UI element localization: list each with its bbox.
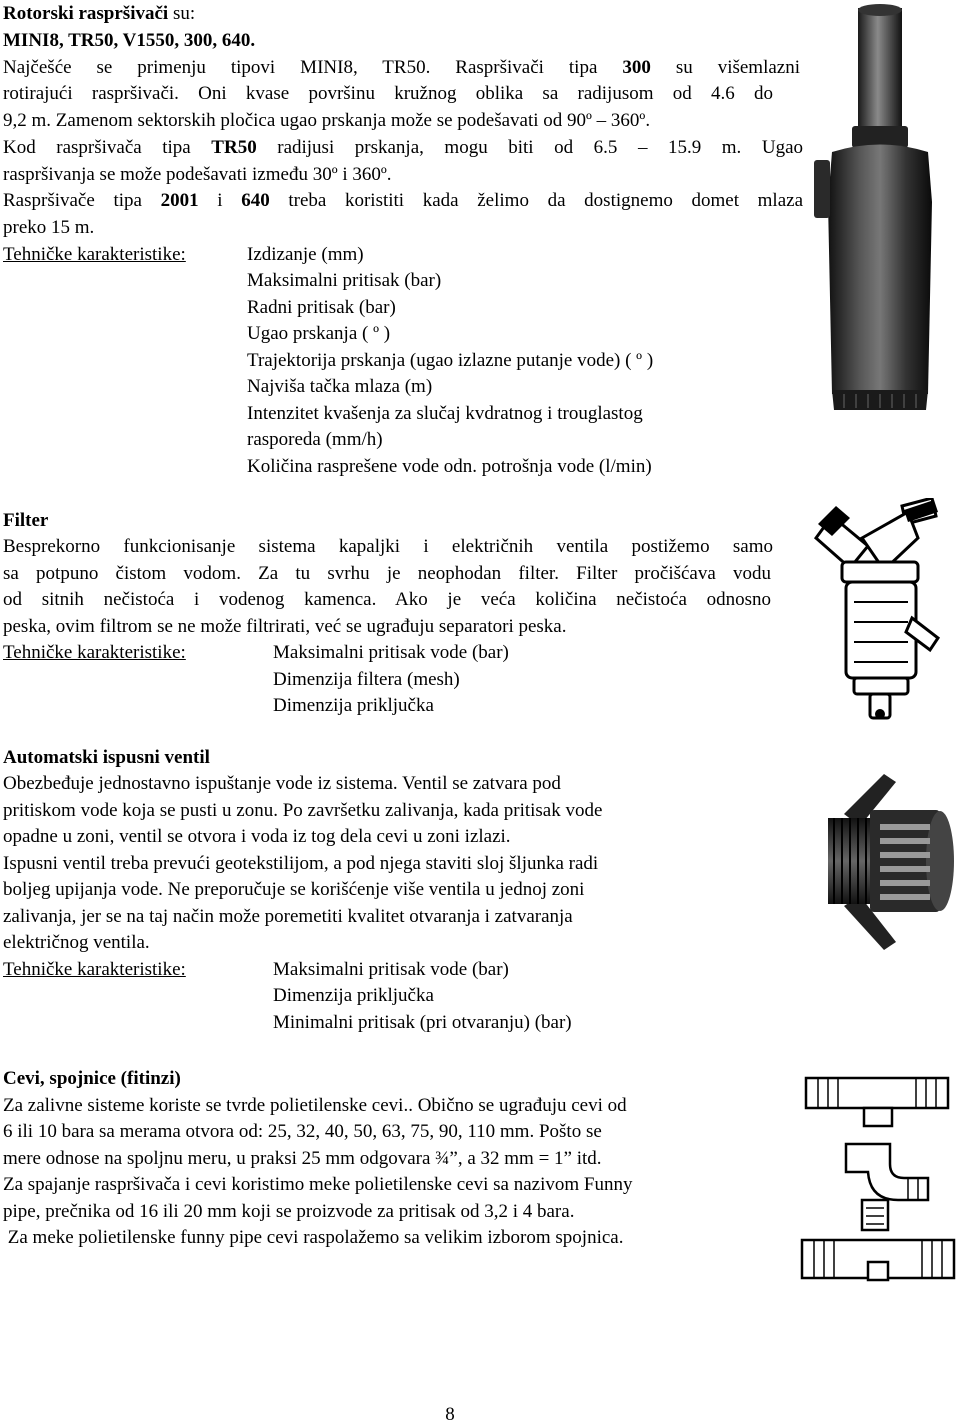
pipes-line-6: Za meke polietilenske funny pipe cevi raspolažemo sa velikim izborom spojnica. <box>3 1227 624 1248</box>
pipes-line-3: mere odnose na spoljnu meru, u praksi 25 mm odgovara ¾”, a 32 mm = 1” itd. <box>3 1148 602 1169</box>
text-span: i <box>198 190 242 211</box>
filter-spec-1: Maksimalni pritisak vode (bar) <box>273 642 509 663</box>
sprinkler-paragraph-line-2: rotirajući raspršivači. Oni kvase površinu kružnog oblika sa radijusom od 4.6 do <box>3 83 773 104</box>
text-span: Raspršivače tipa <box>3 190 161 211</box>
valve-spec-2: Dimenzija priključka <box>273 985 434 1006</box>
valve-title: Automatski ispusni ventil <box>3 747 210 768</box>
sprinkler-spec-6: Najviša tačka mlaza (m) <box>247 376 433 397</box>
text-span-bold: 300 <box>622 57 651 78</box>
sprinkler-spec-4: Ugao prskanja ( º ) <box>247 323 391 344</box>
sprinkler-spec-2: Maksimalni pritisak (bar) <box>247 270 442 291</box>
valve-line-2: pritiskom vode koja se pusti u zonu. Po završetku zalivanja, kada pritisak vode <box>3 800 603 821</box>
valve-line-1: Obezbeđuje jednostavno ispuštanje vode iz sistema. Ventil se zatvara pod <box>3 773 561 794</box>
pipe-fittings-image <box>798 1068 958 1294</box>
valve-line-7: električnog ventila. <box>3 932 150 953</box>
sprinkler-paragraph-line-1 <box>3 55 800 81</box>
pipes-line-2: 6 ili 10 bara sa merama otvora od: 25, 32, 40, 50, 63, 75, 90, 110 mm. Pošto se <box>3 1121 602 1142</box>
valve-tech-label: Tehničke karakteristike: <box>3 959 186 980</box>
sprinkler-spec-1: Izdizanje (mm) <box>247 244 364 265</box>
filter-line-1: Besprekorno funkcionisanje sistema kapaljki i električnih ventila postižemo samo <box>3 536 773 557</box>
valve-line-6: zalivanja, jer se na taj način može poremetiti kvalitet otvaranja i zatvaranja <box>3 906 573 927</box>
sprinkler-spec-5: Trajektorija prskanja (ugao izlazne putanje vode) ( º ) <box>247 350 654 371</box>
pipes-line-5: pipe, prečnika od 16 ili 20 mm koji se proizvode za pritisak od 3,2 i 4 bara. <box>3 1201 575 1222</box>
text-span-bold: TR50 <box>211 137 257 158</box>
sprinkler-heading <box>3 1 195 27</box>
text-span: Najčešće se primenju tipovi MINI8, TR50. Raspršivači tipa <box>3 57 623 78</box>
valve-line-5: boljeg upijanja vode. Ne preporučuje se korišćenje više ventila u jednoj zoni <box>3 879 585 900</box>
valve-spec-3: Minimalni pritisak (pri otvaranju) (bar) <box>273 1012 572 1033</box>
filter-line-3: od sitnih nečistoća i vodenog kamenca. Ako je veća količina nečistoća odnosno <box>3 589 771 610</box>
sprinkler-paragraph-line-6 <box>3 188 803 214</box>
valve-spec-1: Maksimalni pritisak vode (bar) <box>273 959 509 980</box>
text-span-bold: 2001 <box>160 190 199 211</box>
text-span: treba koristiti kada želimo da dostignemo domet mlaza <box>269 190 803 211</box>
sprinkler-spec-8: rasporeda (mm/h) <box>247 429 383 450</box>
filter-title: Filter <box>3 510 49 531</box>
sprinkler-title: Rotorski raspršivači <box>3 3 169 24</box>
sprinkler-paragraph-line-5: raspršivanja se može podešavati između 30º i 360º. <box>3 164 392 185</box>
sprinkler-models: MINI8, TR50, V1550, 300, 640. <box>3 30 256 51</box>
sprinkler-paragraph-line-4 <box>3 135 803 161</box>
filter-line-4: peska, ovim filtrom se ne može filtrirati, već se ugrađuju separatori peska. <box>3 616 567 637</box>
drain-valve-image <box>808 766 958 958</box>
filter-tech-label: Tehničke karakteristike: <box>3 642 186 663</box>
pipes-line-1: Za zalivne sisteme koriste se tvrde polietilenske cevi.. Obično se ugrađuju cevi od <box>3 1095 627 1116</box>
rotor-sprinkler-image <box>808 2 958 414</box>
filter-line-2: sa potpuno čistom vodom. Za tu svrhu je neophodan filter. Filter pročišćava vodu <box>3 563 771 584</box>
sprinkler-title-suffix: su: <box>168 3 196 24</box>
sprinkler-spec-3: Radni pritisak (bar) <box>247 297 396 318</box>
pipes-title: Cevi, spojnice (fitinzi) <box>3 1068 181 1089</box>
valve-line-4: Ispusni ventil treba prevući geotekstilijom, a pod njega staviti sloj šljunka radi <box>3 853 599 874</box>
filter-spec-2: Dimenzija filtera (mesh) <box>273 669 460 690</box>
text-span-bold: 640 <box>241 190 270 211</box>
sprinkler-paragraph-line-3: 9,2 m. Zamenom sektorskih pločica ugao prskanja može se podešavati od 90º – 360º. <box>3 110 651 131</box>
sprinkler-paragraph-line-7: preko 15 m. <box>3 217 95 238</box>
pipes-line-4: Za spajanje raspršivača i cevi koristimo meke polietilenske cevi sa nazivom Funny <box>3 1174 633 1195</box>
sprinkler-tech-label: Tehničke karakteristike: <box>3 244 186 265</box>
sprinkler-spec-9: Količina rasprešene vode odn. potrošnja vode (l/min) <box>247 456 652 477</box>
valve-line-3: opadne u zoni, ventil se otvora i voda iz tog dela cevi u zoni izlazi. <box>3 826 511 847</box>
text-span: radijusi prskanja, mogu biti od 6.5 – 15.9 m. Ugao <box>256 137 804 158</box>
page-number: 8 <box>445 1404 455 1425</box>
text-span: su višemlazni <box>650 57 801 78</box>
text-span: Kod raspršivača tipa <box>3 137 212 158</box>
sprinkler-spec-7: Intenzitet kvašenja za slučaj kvdratnog i trouglastog <box>247 403 643 424</box>
filter-spec-3: Dimenzija priključka <box>273 695 434 716</box>
filter-image <box>810 498 960 728</box>
